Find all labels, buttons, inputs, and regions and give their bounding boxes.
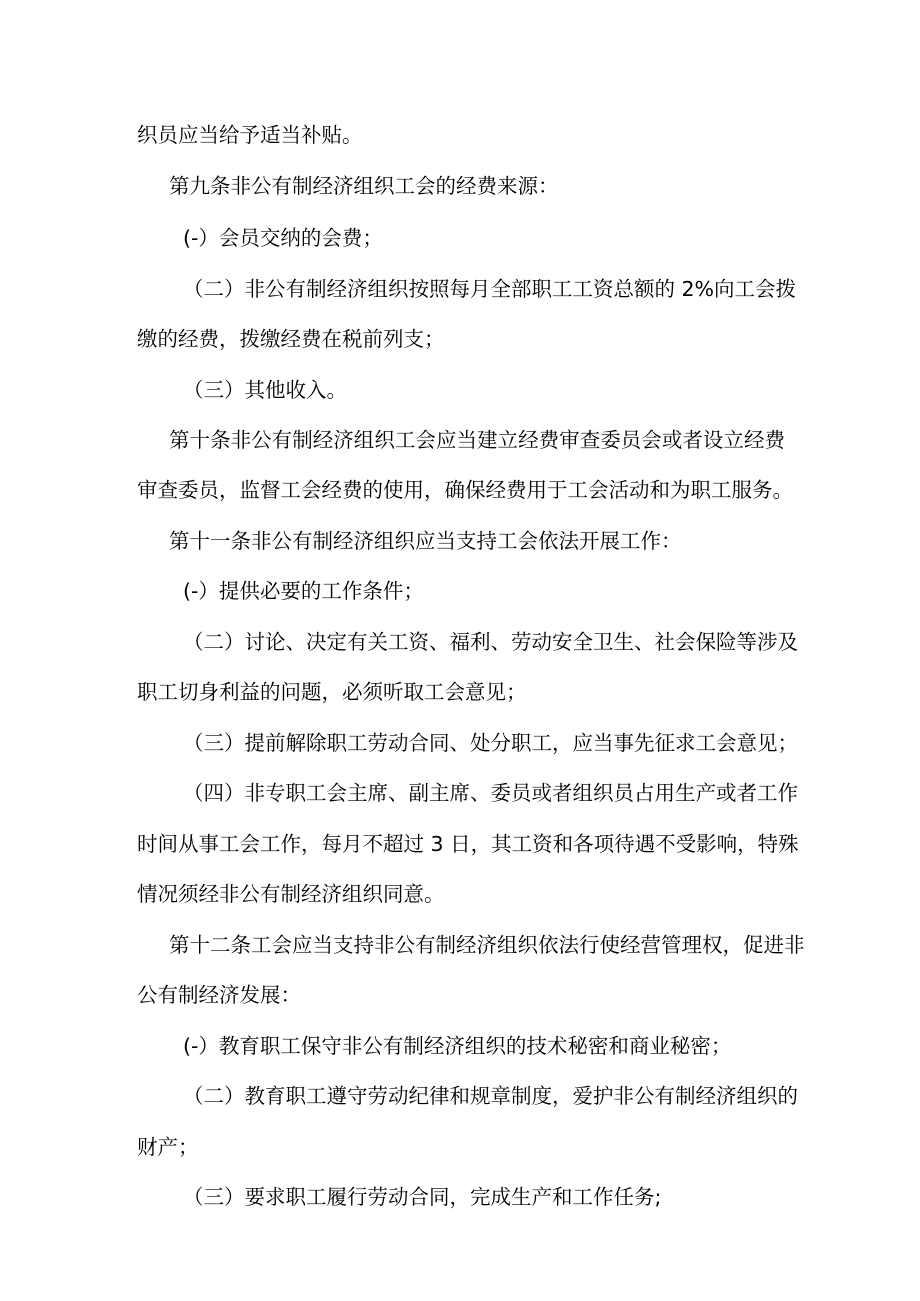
article-11-item-2-line-1: （二）讨论、决定有关工资、福利、劳动安全卫生、社会保险等涉及 [183, 630, 798, 654]
article-10-line-2: 审查委员，监督工会经费的使用，确保经费用于工会活动和为职工服务。 [137, 478, 793, 502]
article-9-item-2-line-2: 缴的经费，拨缴经费在税前列支； [137, 327, 445, 351]
article-12-item-3: （三）要求职工履行劳动合同，完成生产和工作任务; [183, 1185, 662, 1209]
article-12-item-2-line-2: 财产； [137, 1135, 199, 1159]
article-11-item-4-line-3: 情况须经非公有制经济组织同意。 [137, 882, 445, 906]
article-12-line-1: 第十二条工会应当支持非公有制经济组织依法行使经营管理权，促进非 [169, 933, 805, 957]
article-9-item-1: (-）会员交纳的会费； [183, 226, 383, 250]
article-9-item-3: （三）其他收入。 [183, 378, 347, 402]
article-11-item-1: (-）提供必要的工作条件； [183, 579, 424, 603]
article-12-item-2-line-1: （二）教育职工遵守劳动纪律和规章制度，爱护非公有制经济组织的 [183, 1084, 798, 1108]
article-11-item-2-line-2: 职工切身利益的问题，必须听取工会意见； [137, 680, 527, 704]
article-11-heading: 第十一条非公有制经济组织应当支持工会依法开展工作： [169, 529, 682, 553]
article-12-item-1: (-）教育职工保守非公有制经济组织的技术秘密和商业秘密； [183, 1034, 732, 1058]
article-9-item-2-line-1: （二）非公有制经济组织按照每月全部职工工资总额的 2%向工会拨 [183, 277, 797, 301]
article-10-line-1: 第十条非公有制经济组织工会应当建立经费审查委员会或者设立经费 [169, 428, 785, 452]
article-11-item-4-line-1: （四）非专职工会主席、副主席、委员或者组织员占用生产或者工作 [183, 781, 798, 805]
article-11-item-4-line-2: 时间从事工会工作，每月不超过 3 日，其工资和各项待遇不受影响，特殊 [137, 832, 799, 856]
article-11-item-3: （三）提前解除职工劳动合同、处分职工，应当事先征求工会意见； [183, 731, 798, 755]
text-line-1: 织员应当给予适当补贴。 [137, 123, 363, 147]
article-12-line-2: 公有制经济发展： [137, 983, 301, 1007]
article-9-heading: 第九条非公有制经济组织工会的经费来源： [169, 174, 559, 198]
